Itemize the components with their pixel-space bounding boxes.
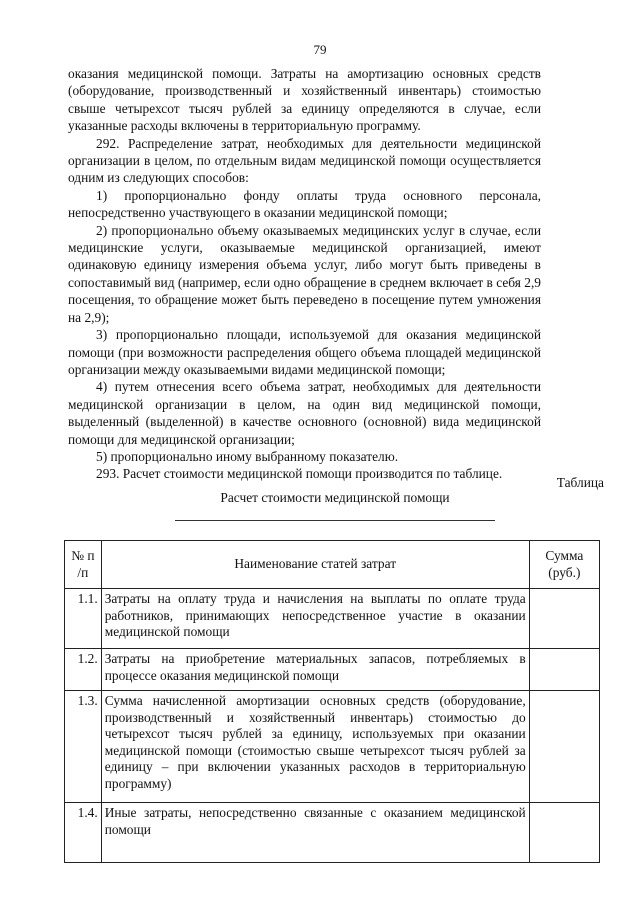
paragraph-method-2: 2) пропорционально объему оказываемых медицинских услуг в случае, если медицинские услуги, оказываемые медицинской организацией, имеют одинаковую единицу измерения объема услуг, либо могут быть приведены в сопоставимый вид (например, если одно обращение в среднем включает в себя 2,9 посещения, то обращение может быть переведено в посещение путем умножения на 2,9);	[68, 222, 541, 325]
row-cost-item: Затраты на оплату труда и начисления на выплаты по оплате труда работников, принимающих непосредственное участие в оказании медицинской помощи	[101, 589, 529, 649]
row-cost-item: Сумма начисленной амортизации основных средств (оборудование, производственный и хозяйственный инвентарь) стоимостью до четырехсот тысяч рублей за единицу, используемых при оказании медицинской помощи (стоимостью свыше четырехсот тысяч рублей за единицу – при включении указанных расходов в территориальную программу)	[101, 691, 529, 803]
row-number: 1.4.	[65, 803, 102, 863]
paragraph-292: 292. Распределение затрат, необходимых для деятельности медицинской организации в целом, по отдельным видам медицинской помощи осуществляется одним из следующих способов:	[68, 135, 541, 186]
table-row	[65, 589, 600, 649]
table-header-row	[65, 541, 600, 589]
paragraph-method-1: 1) пропорционально фонду оплаты труда основного персонала, непосредственно участвующего в оказании медицинской помощи;	[68, 187, 541, 221]
header-sum: Сумма (руб.)	[529, 541, 599, 589]
header-cost-items: Наименование статей затрат	[101, 541, 529, 589]
page-number: 79	[313, 42, 327, 57]
header-number: № п /п	[65, 541, 102, 589]
title-underline	[175, 520, 495, 521]
table-row	[65, 691, 600, 803]
paragraph-method-3: 3) пропорционально площади, используемой для оказания медицинской помощи (при возможности распределения общего объема площадей медицинской организации между оказываемыми видами медицинской помощи;	[68, 327, 541, 377]
row-sum	[529, 589, 599, 649]
body-text	[68, 65, 541, 483]
row-cost-item: Затраты на приобретение материальных запасов, потребляемых в процессе оказания медицинской помощи	[101, 649, 529, 691]
paragraph-continuation: оказания медицинской помощи. Затраты на амортизацию основных средств (оборудование, производственный и хозяйственный инвентарь) стоимостью свыше четырехсот тысяч рублей за единицу определяются в случае, если указанные расходы включены в территориальную программу.	[68, 66, 541, 134]
row-sum	[529, 649, 599, 691]
row-number: 1.3.	[65, 691, 102, 803]
table-row	[65, 803, 600, 863]
paragraph-method-5: 5) пропорционально иному выбранному показателю.	[96, 448, 399, 464]
cost-table	[64, 540, 600, 863]
table-label: Таблица	[556, 475, 604, 490]
paragraph-293: 293. Расчет стоимости медицинской помощи производится по таблице.	[96, 466, 503, 482]
row-number: 1.2.	[65, 649, 102, 691]
table-title: Расчет стоимости медицинской помощи	[220, 490, 450, 505]
table-row	[65, 649, 600, 691]
row-cost-item: Иные затраты, непосредственно связанные с оказанием медицинской помощи	[101, 803, 529, 863]
paragraph-method-4: 4) путем отнесения всего объема затрат, необходимых для деятельности медицинской организации в целом, на один вид медицинской помощи, выделенный (выделенной) в качестве основного (основной) вида медицинской помощи для медицинской организации;	[68, 379, 541, 447]
row-number: 1.1.	[65, 589, 102, 649]
row-sum	[529, 803, 599, 863]
row-sum	[529, 691, 599, 803]
